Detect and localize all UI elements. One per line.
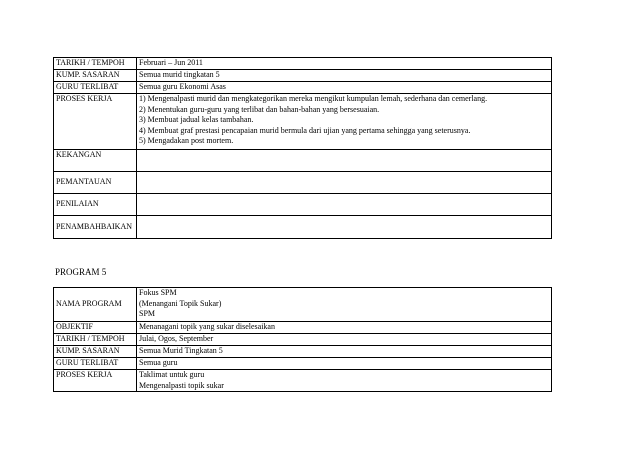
row-value [137,216,552,239]
table-row [54,370,552,392]
row-value: Semua guru Ekonomi Asas [137,82,552,94]
table-row [54,288,552,322]
row-label: TARIKH / TEMPOH [54,58,137,70]
row-value [137,172,552,194]
table-row [54,358,552,370]
table-row [54,322,552,334]
row-value: Februari – Jun 2011 [137,58,552,70]
work-plan-table-2 [53,287,552,392]
row-label: PROSES KERJA [54,94,137,150]
row-label: OBJEKTIF [54,322,137,334]
row-label: GURU TERLIBAT [54,358,137,370]
row-label: PENAMBAHBAIKAN [54,216,137,239]
row-label: PENILAIAN [54,194,137,216]
row-value: Fokus SPM (Menangani Topik Sukar) SPM [137,288,552,322]
table-row [54,82,552,94]
row-label: PROSES KERJA [54,370,137,392]
table-row [54,150,552,172]
row-value [137,194,552,216]
row-value: 1) Mengenalpasti murid dan mengkategorikan mereka mengikut kumpulan lemah, sederhana dan cemerlang. 2) Menentukan guru-guru yang terlibat dan bahan-bahan yang bersesuaian. 3) Membuat jadual kelas tambahan. 4) Membuat graf prestasi pencapaian murid bermula dari ujian yang pertama sehingga yang seterusnya. 5) Mengadakan post mortem. [137,94,552,150]
table-row [54,334,552,346]
row-value: Semua murid tingkatan 5 [137,70,552,82]
row-value: Julai, Ogos, September [137,334,552,346]
row-label: KUMP. SASARAN [54,346,137,358]
row-label: KUMP. SASARAN [54,70,137,82]
row-value: Semua Murid Tingkatan 5 [137,346,552,358]
table-row [54,58,552,70]
table-row [54,70,552,82]
row-label: KEKANGAN [54,150,137,172]
table-row [54,346,552,358]
work-plan-table-1 [53,57,552,239]
row-label: NAMA PROGRAM [54,288,137,322]
row-label: TARIKH / TEMPOH [54,334,137,346]
row-value: Menanagani topik yang sukar diselesaikan [137,322,552,334]
table-row [54,172,552,194]
table-row [54,216,552,239]
row-label: GURU TERLIBAT [54,82,137,94]
table-row [54,94,552,150]
row-value [137,150,552,172]
row-value: Taklimat untuk guru Mengenalpasti topik sukar [137,370,552,392]
row-label: PEMANTAUAN [54,172,137,194]
table-row [54,194,552,216]
row-value: Semua guru [137,358,552,370]
program-title: PROGRAM 5 [55,267,107,277]
